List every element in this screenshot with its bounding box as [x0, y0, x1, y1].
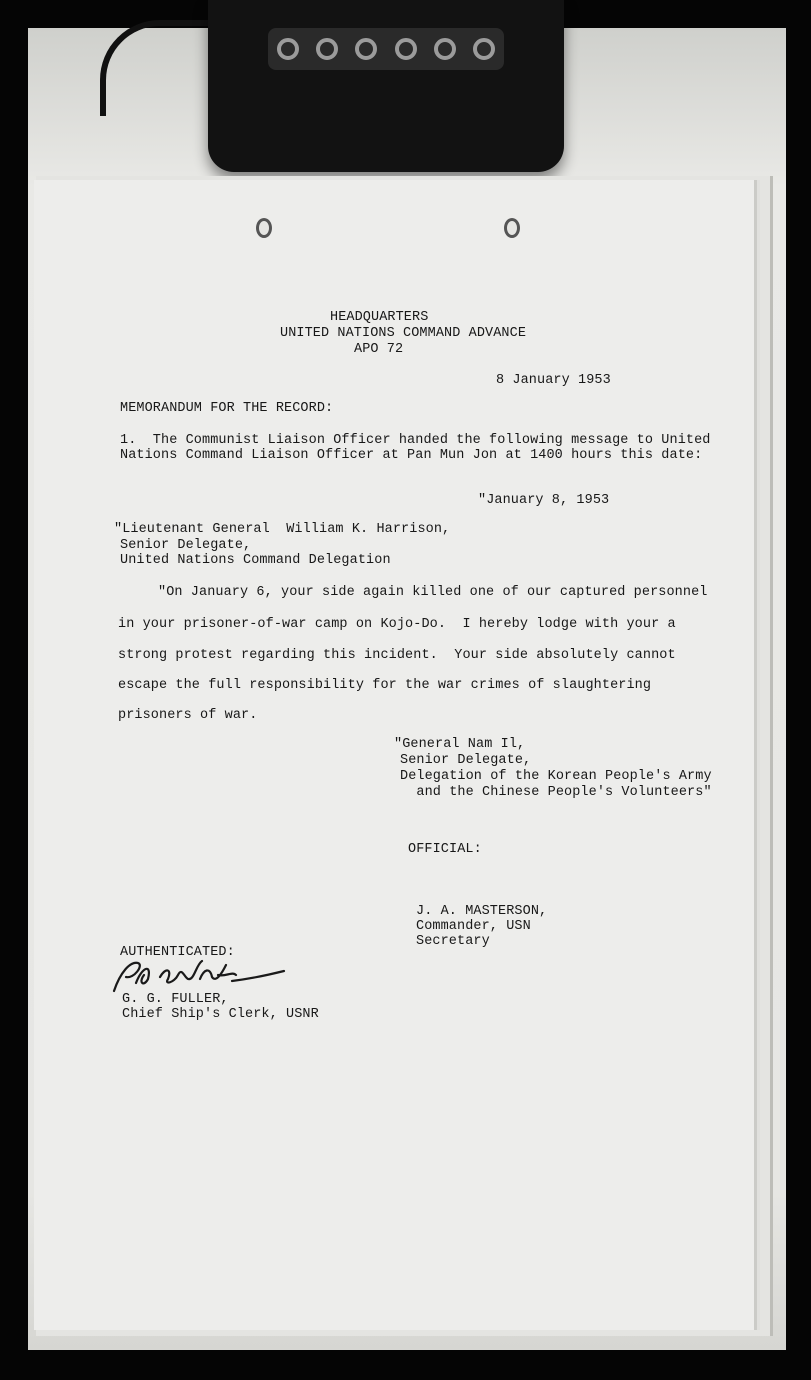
punch-hole — [504, 218, 520, 238]
message-line-3: strong protest regarding this incident. Your side absolutely cannot — [118, 648, 676, 663]
sender-line-4: and the Chinese People's Volunteers" — [400, 785, 712, 800]
message-line-4: escape the full responsibility for the war crimes of slaughtering — [118, 678, 652, 693]
message-line-2: in your prisoner-of-war camp on Kojo-Do. I hereby lodge with your a — [118, 617, 676, 632]
addressee-line-1: "Lieutenant General William K. Harrison, — [114, 522, 451, 537]
punch-hole — [256, 218, 272, 238]
memo-title: MEMORANDUM FOR THE RECORD: — [120, 401, 334, 416]
message-line-1: "On January 6, your side again killed one of our captured personnel — [158, 585, 708, 600]
handwritten-signature — [108, 953, 288, 999]
addressee-line-2: Senior Delegate, — [120, 538, 252, 553]
memo-date: 8 January 1953 — [496, 373, 611, 388]
sender-line-2: Senior Delegate, — [400, 753, 532, 768]
paragraph-1-line-1: 1. The Communist Liaison Officer handed the following message to United — [120, 433, 711, 448]
message-date: "January 8, 1953 — [478, 493, 610, 508]
official-label: OFFICIAL: — [408, 842, 482, 857]
addressee-line-3: United Nations Command Delegation — [120, 553, 391, 568]
sender-line-1: "General Nam Il, — [394, 737, 526, 752]
clip-counter — [268, 28, 504, 70]
official-signer-name: J. A. MASTERSON, — [416, 904, 548, 919]
heading-line-1: HEADQUARTERS — [330, 310, 429, 325]
official-signer-rank: Commander, USN — [416, 919, 531, 934]
official-signer-title: Secretary — [416, 934, 490, 949]
authenticator-title: Chief Ship's Clerk, USNR — [122, 1007, 319, 1022]
authenticated-label: AUTHENTICATED: — [120, 945, 235, 960]
message-line-5: prisoners of war. — [118, 708, 258, 723]
authenticator-name: G. G. FULLER, — [122, 992, 229, 1007]
heading-line-2: UNITED NATIONS COMMAND ADVANCE — [280, 326, 527, 341]
memo-page — [34, 180, 754, 1330]
heading-line-3: APO 72 — [354, 342, 404, 357]
paragraph-1-line-2: Nations Command Liaison Officer at Pan Mun Jon at 1400 hours this date: — [120, 448, 703, 463]
sender-line-3: Delegation of the Korean People's Army — [400, 769, 712, 784]
binder-clip — [208, 0, 564, 172]
